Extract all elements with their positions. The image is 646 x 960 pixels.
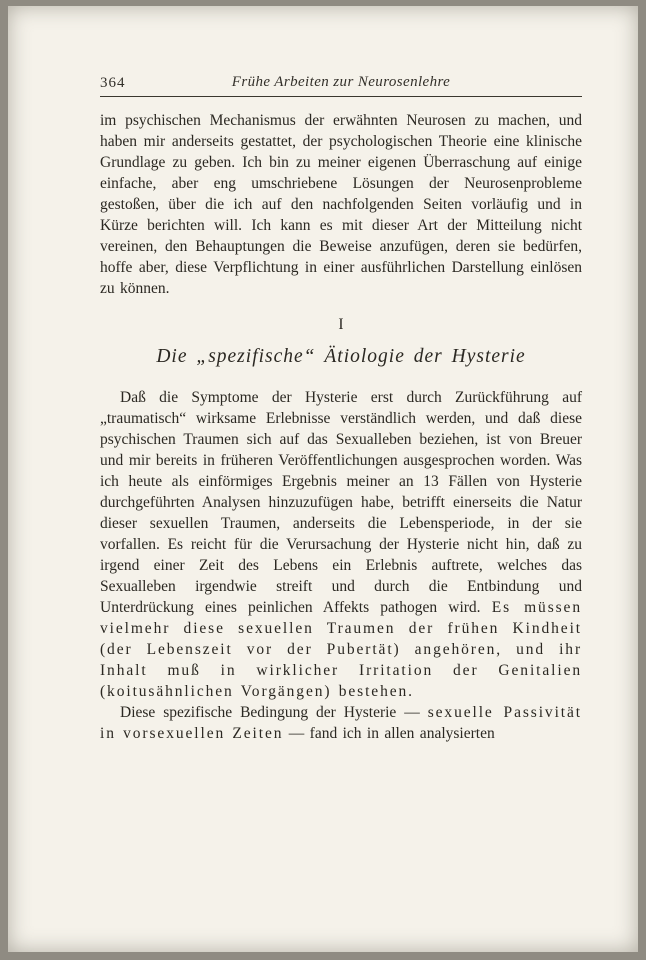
paragraph-text: Diese spezifische Bedingung der Hysterie — bbox=[120, 704, 428, 721]
page-number: 364 bbox=[100, 75, 126, 91]
emphasized-text: Es müssen vielmehr diese sexuellen Traumen der frühen Kindheit (der Lebenszeit vor der Pubertät) angehören, und ihr Inhalt muß in wirklicher Irritation der Genitalien (koitusähnlichen Vorgängen) bestehen. bbox=[100, 599, 582, 700]
paragraph-text: — fand ich in allen analysierten bbox=[283, 725, 495, 742]
paragraph bbox=[100, 702, 582, 744]
paragraph bbox=[100, 387, 582, 702]
emphasized-text: sexuelle Passivität in vorsexuellen Zeiten bbox=[100, 704, 582, 742]
header-rule bbox=[100, 96, 582, 97]
running-title: Frühe Arbeiten zur Neurosenlehre bbox=[231, 74, 451, 90]
chapter-heading: Die „spezifische“ Ätiologie der Hysterie bbox=[156, 346, 526, 367]
paragraph: im psychischen Mechanismus der erwähnten Neurosen zu machen, und haben mir anderseits gestattet, der psychologischen Theorie eine klinische Grundlage zu geben. Ich bin zu meiner eigenen Überraschung auf einige einfache, aber eng umschriebene Lösungen der Neurosenprobleme gestoßen, über die ich auf den nachfolgenden Seiten vorläufig und in Kürze berichten will. Ich kann es mit dieser Art der Mitteilung nicht vereinen, den Behauptungen die Beweise anzufügen, deren sie bedürfen, hoffe aber, diese Verpflichtung in einer ausführlichen Darstellung einlösen zu können. bbox=[100, 112, 582, 297]
book-page bbox=[8, 6, 638, 952]
page-header bbox=[100, 74, 582, 91]
section-number: I bbox=[338, 316, 344, 333]
text-block bbox=[100, 110, 582, 744]
paragraph-text: Daß die Symptome der Hysterie erst durch Zurückführung auf „traumatisch“ wirksame Erlebnisse verständlich werden, und daß diese psychischen Traumen sich auf das Sexualleben beziehen, ist von Breuer und mir bereits in früheren Veröffentlichungen ausgesprochen worden. Was ich heute als einförmiges Ergebnis meiner an 13 Fällen von Hysterie durchgeführten Analysen hinzuzufügen habe, betrifft einerseits die Natur dieser sexuellen Traumen, anderseits die Lebensperiode, in der sie vorfallen. Es reicht für die Verursachung der Hysterie nicht hin, daß zu irgend einer Zeit des Lebens ein Erlebnis auftrete, welches das Sexualleben irgendwie streift und durch die Entbindung und Unterdrückung eines peinlichen Affekts pathogen wird. bbox=[100, 389, 582, 616]
